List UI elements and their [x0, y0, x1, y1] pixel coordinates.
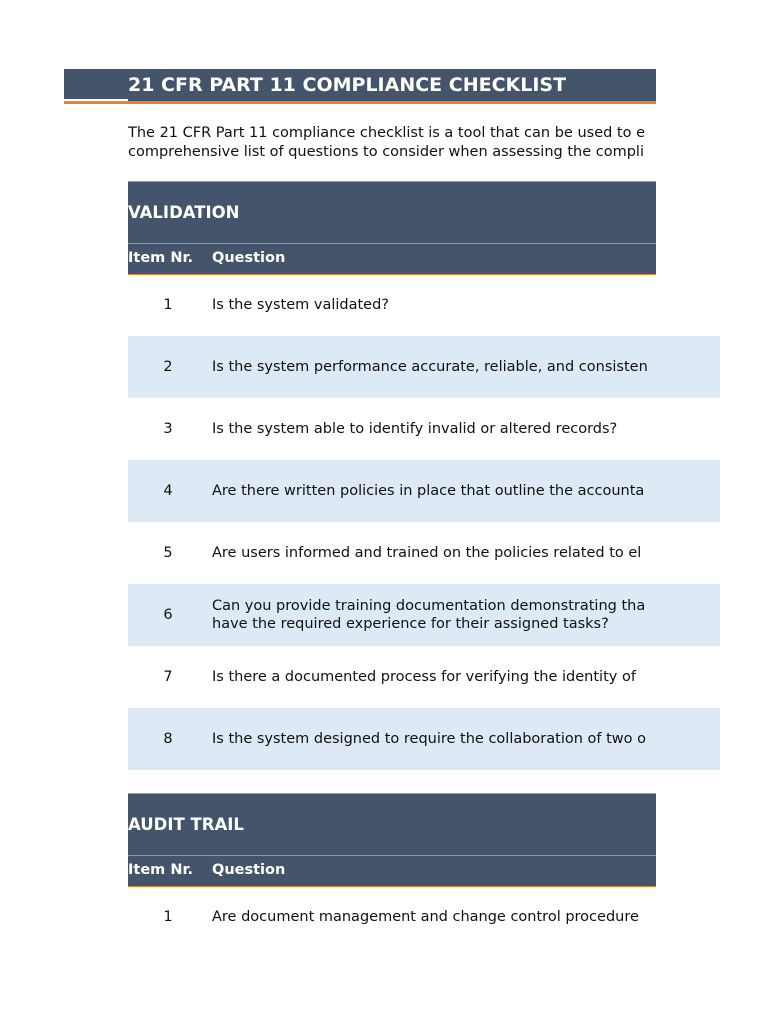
column-header-row [128, 243, 656, 275]
question-text: Is the system able to identify invalid or altered records? [212, 420, 618, 437]
item-number: 6 [163, 606, 173, 623]
section-title: AUDIT TRAIL [128, 815, 244, 834]
item-number: 4 [163, 482, 173, 499]
table-row [128, 646, 720, 708]
table-row [128, 336, 720, 398]
question-text: Is there a documented process for verifying the identity of [212, 668, 636, 685]
table-row [128, 886, 720, 948]
question-text: Is the system designed to require the collaboration of two o [212, 730, 647, 747]
table-row [128, 460, 720, 522]
question-text: Are there written policies in place that outline the accounta [212, 482, 645, 499]
intro-paragraph [128, 124, 656, 161]
item-number: 1 [163, 908, 173, 925]
item-number: 3 [163, 420, 173, 437]
question-text: Are document management and change control procedure [212, 908, 639, 925]
column-header-row [128, 855, 656, 887]
column-header-item: Item Nr. [128, 862, 194, 878]
intro-line: The 21 CFR Part 11 compliance checklist is a tool that can be used to e [128, 125, 646, 141]
column-header-question: Question [212, 862, 286, 878]
section-header-validation [128, 181, 656, 243]
question-text: Is the system performance accurate, reliable, and consisten [212, 358, 648, 375]
column-header-item: Item Nr. [128, 250, 194, 266]
item-number: 5 [163, 544, 173, 561]
table-row [128, 398, 720, 460]
title-accent-rule [64, 101, 656, 104]
item-number: 2 [163, 358, 173, 375]
column-header-question: Question [212, 250, 286, 266]
item-number: 1 [163, 296, 173, 313]
question-text: Are users informed and trained on the policies related to el [212, 544, 642, 561]
question-text: Can you provide training documentation demonstrating tha have the required experience for their assigned tasks? [212, 597, 646, 632]
question-text: Is the system validated? [212, 296, 389, 313]
section-title: VALIDATION [128, 203, 240, 222]
table-row [128, 584, 720, 646]
item-number: 8 [163, 730, 173, 747]
table-row [128, 708, 720, 770]
intro-line: comprehensive list of questions to consider when assessing the compli [128, 143, 644, 160]
page-title: 21 CFR PART 11 COMPLIANCE CHECKLIST [128, 74, 567, 96]
table-row [128, 274, 720, 336]
table-row [128, 522, 720, 584]
item-number: 7 [163, 668, 173, 685]
section-header-audit-trail [128, 793, 656, 855]
